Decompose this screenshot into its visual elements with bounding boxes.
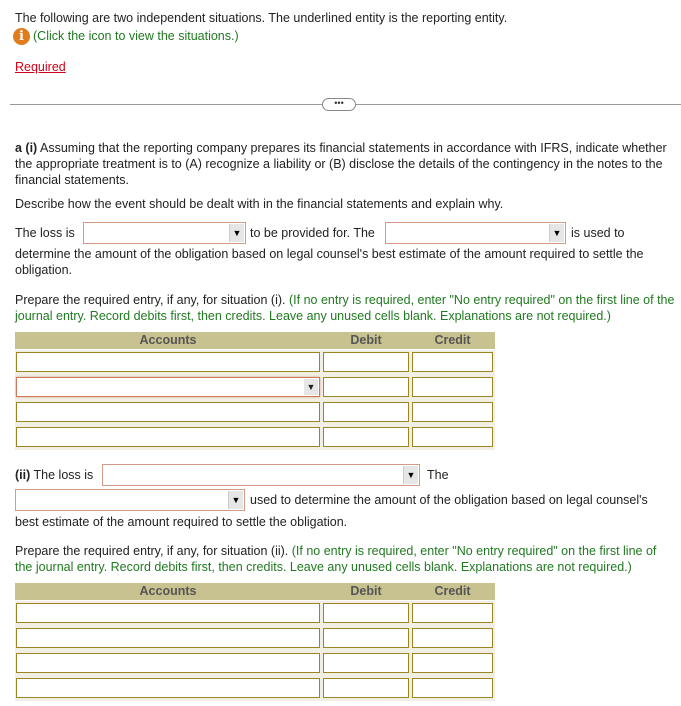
debit-input[interactable] [323,352,409,372]
credit-header: Credit [434,333,471,347]
accounts-header: Accounts [139,584,197,598]
table-row [15,651,495,676]
credit-header: Credit [434,584,471,598]
debit-input[interactable] [323,678,409,698]
debit-input[interactable] [323,628,409,648]
part-label: (ii) [15,468,31,482]
chevron-down-icon: ▼ [228,491,243,509]
credit-input[interactable] [412,603,493,623]
used-to-text: used to determine the amount of the obligation based on legal counsel's [250,493,648,507]
prepare-ii [15,543,675,575]
provided-text: to be provided for. The [250,226,375,240]
loss-treatment-select-i[interactable] [83,222,246,244]
credit-input[interactable] [412,427,493,447]
credit-input[interactable] [412,628,493,648]
prepare-text: Prepare the required entry, if any, for situation (ii). [15,544,289,558]
debit-header: Debit [350,333,382,347]
instructions-text: (If no entry is required, enter "No entry required" on the first line of the journal entry. Record debits first, then credits. Leave any unused cells blank. Explanations are not required.) [15,293,675,323]
account-input[interactable] [16,352,320,372]
account-input[interactable] [16,653,320,673]
question-b-label [15,467,93,483]
basis-select-i[interactable] [385,222,566,244]
used-to-text: is used to [571,226,625,240]
instructions-text: (If no entry is required, enter "No entry required" on the first line of the journal entry. Record debits first, then credits. Leave any unused cells blank. Explanations are not required.) [15,544,657,574]
expand-button[interactable]: ••• [322,98,356,111]
the-text: The [427,468,449,482]
account-input[interactable] [16,678,320,698]
chevron-down-icon: ▼ [304,379,318,395]
chevron-down-icon: ▼ [549,224,564,242]
loss-label: The loss is [30,468,94,482]
debit-input[interactable] [323,427,409,447]
info-link[interactable]: (Click the icon to view the situations.) [33,29,239,43]
table-row [15,676,495,701]
table-row [15,425,495,450]
account-select[interactable] [16,377,320,397]
account-input[interactable] [16,603,320,623]
info-row [13,28,239,45]
intro-text: The following are two independent situations. The underlined entity is the reporting entity. [15,11,508,25]
account-input[interactable] [16,402,320,422]
required-link[interactable]: Required [15,60,66,74]
debit-header: Debit [350,584,382,598]
credit-input[interactable] [412,402,493,422]
debit-input[interactable] [323,653,409,673]
account-input[interactable] [16,427,320,447]
part-label: a (i) [15,141,38,155]
table-row [15,400,495,425]
table-row [15,350,495,375]
continuation-text: best estimate of the amount required to settle the obligation. [15,515,348,529]
chevron-down-icon: ▼ [229,224,244,242]
table-header [15,332,495,349]
basis-select-ii[interactable] [15,489,245,511]
credit-input[interactable] [412,377,493,397]
chevron-down-icon: ▼ [403,466,418,484]
debit-input[interactable] [323,377,409,397]
table-row [15,626,495,651]
credit-input[interactable] [412,352,493,372]
table-row [15,375,495,400]
question-a [15,140,670,188]
describe-text: Describe how the event should be dealt with in the financial statements and explain why. [15,197,504,211]
debit-input[interactable] [323,603,409,623]
info-icon[interactable]: i [13,28,30,45]
loss-treatment-select-ii[interactable] [102,464,420,486]
loss-label: The loss is [15,226,75,240]
continuation-text: determine the amount of the obligation based on legal counsel's best estimate of the amount required to settle the obligation. [15,247,644,277]
account-input[interactable] [16,628,320,648]
accounts-header: Accounts [139,333,197,347]
table-row [15,601,495,626]
table-header [15,583,495,600]
prepare-text: Prepare the required entry, if any, for situation (i). [15,293,286,307]
debit-input[interactable] [323,402,409,422]
prepare-i [15,292,675,324]
credit-input[interactable] [412,678,493,698]
question-text: Assuming that the reporting company prepares its financial statements in accordance with IFRS, indicate whether the appropriate treatment is to (A) recognize a liability or (B) disclose the details of the contingency in the notes to the financial statements. [15,141,667,187]
credit-input[interactable] [412,653,493,673]
